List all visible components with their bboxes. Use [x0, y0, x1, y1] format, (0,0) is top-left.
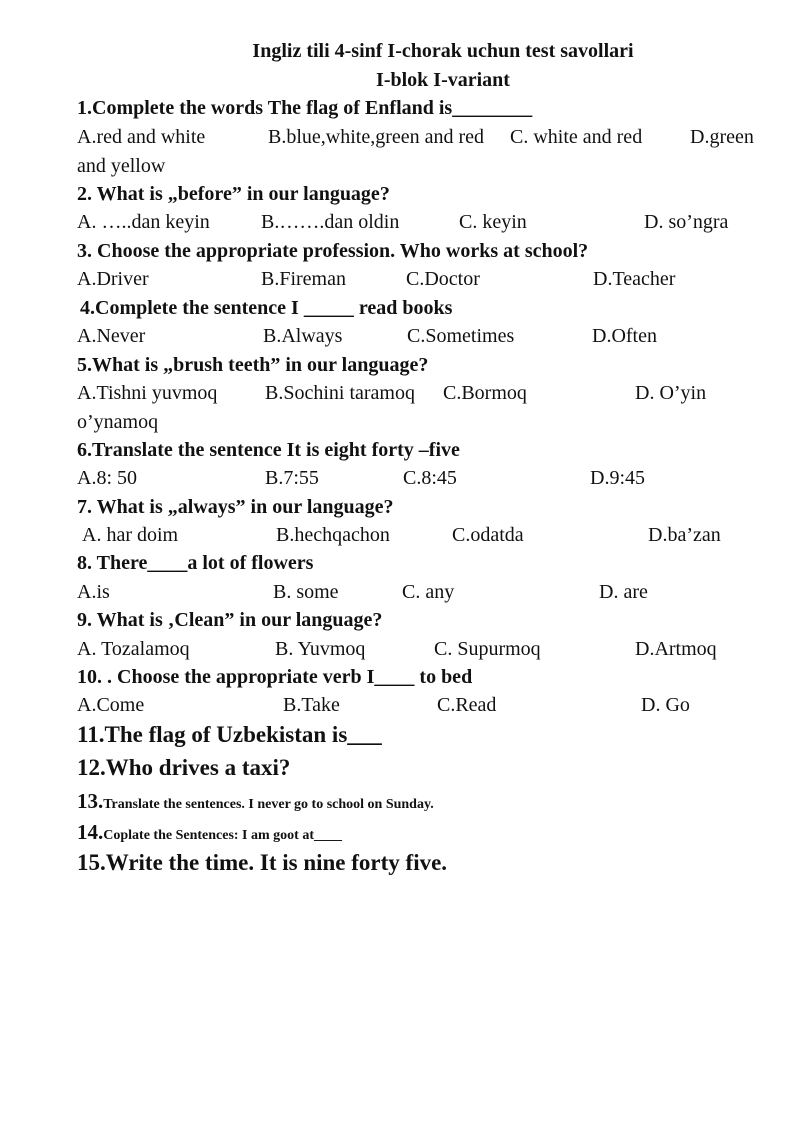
option-c: C. any [402, 581, 455, 603]
option-d: D.green [690, 126, 754, 148]
question-5-options [77, 382, 777, 406]
option-d: D. Go [641, 694, 690, 716]
option-c: C. white and red [510, 126, 643, 148]
question-12: 12.Who drives a taxi? [77, 755, 291, 780]
question-6-options [77, 467, 777, 491]
option-c: C.Doctor [406, 268, 480, 290]
option-d: D.Artmoq [635, 638, 717, 660]
question-9: 9. What is ‚Clean” in our language? [77, 609, 383, 631]
question-7: 7. What is „always” in our language? [77, 496, 394, 518]
option-c: C.Sometimes [407, 325, 515, 347]
question-4-options [77, 325, 777, 349]
option-c: C.Bormoq [443, 382, 527, 404]
question-5: 5.What is „brush teeth” in our language? [77, 354, 429, 376]
option-a: A.is [77, 581, 110, 603]
question-2: 2. What is „before” in our language? [77, 183, 390, 205]
option-a: A.red and white [77, 126, 206, 148]
option-d: D.9:45 [590, 467, 645, 489]
question-3: 3. Choose the appropriate profession. Who works at school? [77, 240, 589, 262]
option-b: B.Sochini taramoq [265, 382, 415, 404]
page-subtitle: I-blok I-variant [376, 69, 510, 91]
option-a: A.Tishni yuvmoq [77, 382, 218, 404]
option-d: D. so’ngra [644, 211, 729, 233]
option-b: B.7:55 [265, 467, 319, 489]
option-d: D.Often [592, 325, 657, 347]
option-d: D. O’yin [635, 382, 707, 404]
question-2-options [77, 211, 777, 235]
question-3-options [77, 268, 777, 292]
question-6: 6.Translate the sentence It is eight forty –five [77, 439, 460, 461]
question-7-options [77, 524, 777, 548]
question-10: 10. . Choose the appropriate verb I____ to bed [77, 666, 473, 688]
question-1: 1.Complete the words The flag of Enfland is________ [77, 97, 533, 119]
question-14 [77, 819, 342, 845]
option-c: C. Supurmoq [434, 638, 541, 660]
question-11: 11.The flag of Uzbekistan is___ [77, 722, 382, 747]
question-14-text: Coplate the Sentences: I am goot at____ [103, 828, 342, 843]
question-13-text: Translate the sentences. I never go to school on Sunday. [103, 797, 434, 812]
question-9-options [77, 638, 777, 662]
option-a: A.Driver [77, 268, 149, 290]
question-4: 4.Complete the sentence I _____ read books [80, 297, 453, 319]
option-d-continued: o’ynamoq [77, 411, 159, 433]
option-b: B.blue,white,green and red [268, 126, 485, 148]
option-a: A. …..dan keyin [77, 211, 210, 233]
option-b: B.Always [263, 325, 343, 347]
option-b: B.Fireman [261, 268, 346, 290]
question-8-options [77, 581, 777, 605]
option-b: B. some [273, 581, 339, 603]
option-c: C.8:45 [403, 467, 457, 489]
question-13-number: 13. [77, 789, 104, 813]
option-b: B.…….dan oldin [261, 211, 400, 233]
option-a: A. Tozalamoq [77, 638, 190, 660]
option-d: D.Teacher [593, 268, 676, 290]
question-1-options-cont [77, 155, 777, 179]
option-d: D. are [599, 581, 648, 603]
question-15: 15.Write the time. It is nine forty five. [77, 850, 448, 875]
question-14-number: 14. [77, 820, 104, 844]
option-b: B.Take [283, 694, 340, 716]
question-8: 8. There____a lot of flowers [77, 552, 314, 574]
option-c: C.Read [437, 694, 497, 716]
option-a: A.8: 50 [77, 467, 137, 489]
question-10-options [77, 694, 777, 718]
option-c: C. keyin [459, 211, 527, 233]
option-c: C.odatda [452, 524, 524, 546]
option-b: B.hechqachon [276, 524, 390, 546]
option-a: A.Come [77, 694, 145, 716]
option-a: A. har doim [82, 524, 179, 546]
question-1-options [77, 126, 777, 150]
option-b: B. Yuvmoq [275, 638, 366, 660]
question-13 [77, 788, 434, 814]
option-d: D.ba’zan [648, 524, 721, 546]
option-a: A.Never [77, 325, 146, 347]
page-title: Ingliz tili 4-sinf I-chorak uchun test savollari [252, 40, 634, 62]
option-d-continued: and yellow [77, 155, 166, 177]
question-5-options-cont [77, 411, 777, 435]
